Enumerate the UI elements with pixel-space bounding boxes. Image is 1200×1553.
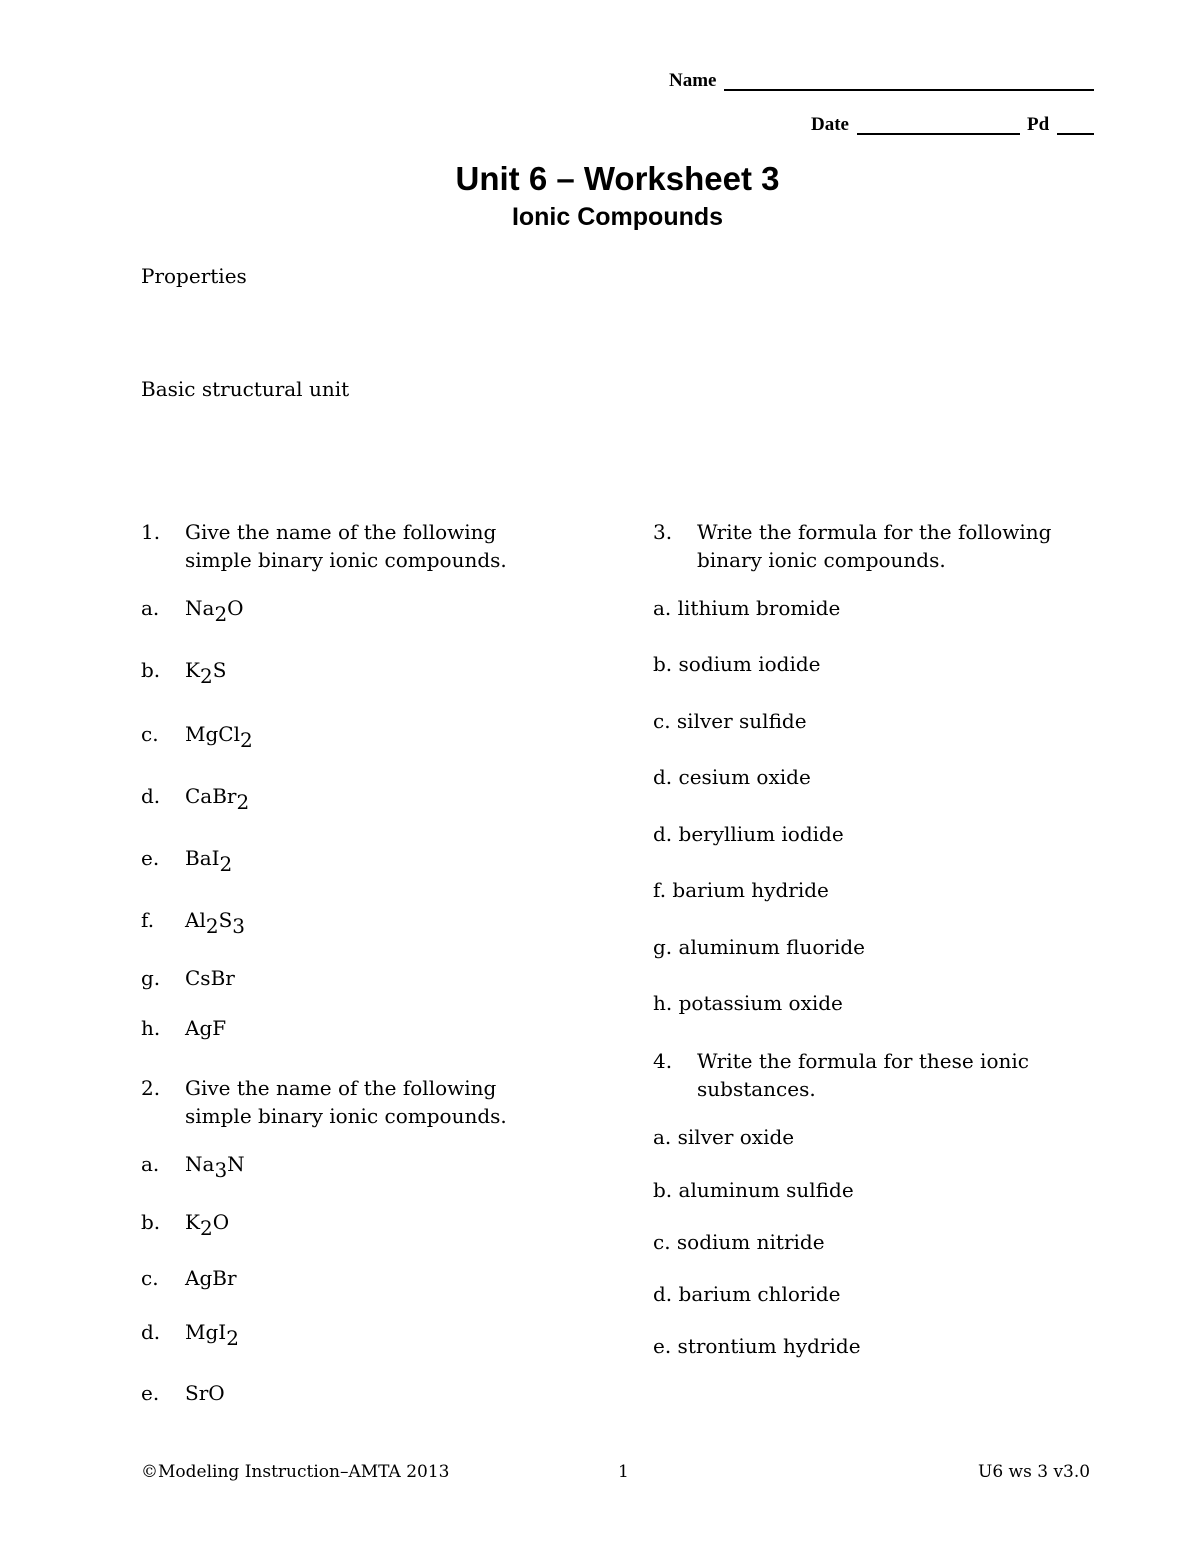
question-1 <box>141 518 561 574</box>
formula-subscript: 3 <box>214 1158 228 1182</box>
formula-text: BaI <box>185 846 220 870</box>
question-4-number: 4. <box>653 1049 673 1073</box>
footer-page-number: 1 <box>618 1462 629 1482</box>
properties-heading: Properties <box>141 264 247 288</box>
formula <box>185 966 235 990</box>
formula <box>185 784 250 814</box>
formula-text: O <box>227 596 244 620</box>
date-label: Date <box>811 114 849 135</box>
footer-version: U6 ws 3 v3.0 <box>978 1462 1091 1482</box>
formula-subscript: 2 <box>236 790 250 814</box>
formula-text: MgI <box>185 1320 227 1344</box>
formula-text: MgCl <box>185 722 240 746</box>
question-3-number: 3. <box>653 520 673 544</box>
item-label: b. <box>141 1210 161 1234</box>
item-label: a. <box>141 1152 160 1176</box>
period-label: Pd <box>1027 114 1050 135</box>
question-2 <box>141 1074 561 1130</box>
formula <box>185 1381 225 1405</box>
formula-text: AgBr <box>185 1266 237 1290</box>
question-2-line-1: Give the name of the following <box>185 1076 497 1100</box>
date-field[interactable] <box>857 133 1020 135</box>
question-3-line-1: Write the formula for the following <box>697 520 1052 544</box>
item-label: a. <box>141 596 160 620</box>
formula <box>185 1016 226 1040</box>
formula-subscript: 2 <box>199 1216 213 1240</box>
formula-text: Na <box>185 596 215 620</box>
list-item: a. lithium bromide <box>653 596 841 620</box>
formula <box>185 1266 237 1290</box>
item-label: c. <box>141 722 159 746</box>
formula-text: Al <box>185 908 206 932</box>
footer-copyright: ©Modeling Instruction–AMTA 2013 <box>141 1462 450 1482</box>
formula-text: K <box>185 1210 200 1234</box>
item-label: e. <box>141 1381 160 1405</box>
formula-subscript: 2 <box>214 602 228 626</box>
item-label: d. <box>141 1320 161 1344</box>
question-1-number: 1. <box>141 520 161 544</box>
question-4-line-2: substances. <box>697 1077 816 1101</box>
question-2-number: 2. <box>141 1076 161 1100</box>
question-1-line-2: simple binary ionic compounds. <box>185 548 507 572</box>
question-4 <box>653 1047 1153 1103</box>
item-label: h. <box>141 1016 161 1040</box>
question-3-line-2: binary ionic compounds. <box>697 548 946 572</box>
structural-unit-heading: Basic structural unit <box>141 377 350 401</box>
formula-subscript: 3 <box>232 914 246 938</box>
period-field[interactable] <box>1057 133 1094 135</box>
question-4-line-1: Write the formula for these ionic <box>697 1049 1029 1073</box>
formula-text: N <box>227 1152 245 1176</box>
formula <box>185 722 253 752</box>
formula <box>185 658 227 688</box>
formula-subscript: 2 <box>219 852 233 876</box>
formula <box>185 908 246 938</box>
formula-subscript: 2 <box>205 914 219 938</box>
formula-text: CsBr <box>185 966 235 990</box>
formula-text: O <box>212 1210 230 1234</box>
list-item: d. beryllium iodide <box>653 822 844 846</box>
name-field[interactable] <box>724 89 1094 91</box>
formula-subscript: 2 <box>226 1326 239 1350</box>
formula-text: AgF <box>185 1016 227 1040</box>
item-label: g. <box>141 966 161 990</box>
item-label: b. <box>141 658 161 682</box>
formula-text: K <box>185 658 200 682</box>
question-3 <box>653 518 1153 574</box>
page-title: Unit 6 – Worksheet 3 <box>455 160 780 197</box>
list-item: b. sodium iodide <box>653 652 821 676</box>
formula <box>185 846 233 876</box>
formula-subscript: 2 <box>199 664 213 688</box>
formula-subscript: 2 <box>239 728 253 752</box>
name-label: Name <box>669 70 717 91</box>
list-item: e. strontium hydride <box>653 1334 861 1358</box>
item-label: e. <box>141 846 160 870</box>
formula-text: CaBr <box>185 784 237 808</box>
list-item: f. barium hydride <box>653 878 829 902</box>
list-item: g. aluminum fluoride <box>653 935 866 959</box>
item-label: f. <box>141 908 155 932</box>
formula <box>185 1152 245 1182</box>
formula-text: SrO <box>185 1381 225 1405</box>
list-item: c. sodium nitride <box>653 1230 825 1254</box>
page-subtitle: Ionic Compounds <box>511 203 724 231</box>
list-item: d. barium chloride <box>653 1282 841 1306</box>
list-item: h. potassium oxide <box>653 991 843 1015</box>
formula-text: Na <box>185 1152 215 1176</box>
list-item: d. cesium oxide <box>653 765 811 789</box>
list-item: a. silver oxide <box>653 1125 795 1149</box>
item-label: c. <box>141 1266 159 1290</box>
item-label: d. <box>141 784 161 808</box>
list-item: c. silver sulfide <box>653 709 807 733</box>
formula <box>185 1320 239 1350</box>
question-1-line-1: Give the name of the following <box>185 520 497 544</box>
formula-text: S <box>212 658 227 682</box>
formula <box>185 1210 230 1240</box>
formula-text: S <box>218 908 233 932</box>
formula <box>185 596 244 626</box>
question-2-line-2: simple binary ionic compounds. <box>185 1104 507 1128</box>
list-item: b. aluminum sulfide <box>653 1178 854 1202</box>
